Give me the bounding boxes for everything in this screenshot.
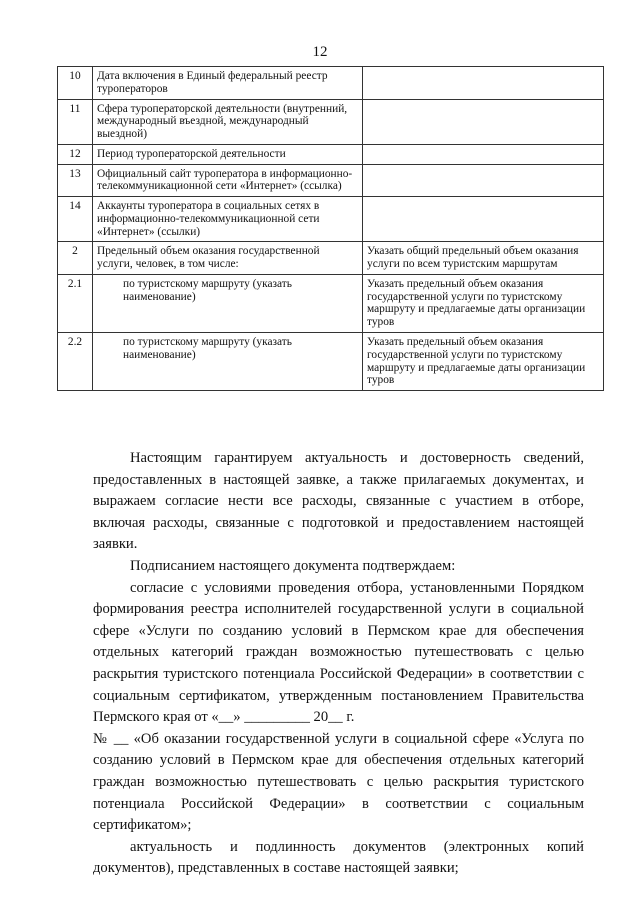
row-value (363, 197, 604, 242)
row-value (363, 99, 604, 144)
row-value (363, 67, 604, 100)
table-row (58, 197, 604, 242)
row-description: Аккаунты туроператора в социальных сетях в информационно-телекоммуникационной сети «Интернет» (ссылки) (93, 197, 363, 242)
row-description: Сфера туроператорской деятельности (внутренний, международный въездной, международный выездной) (93, 99, 363, 144)
row-number: 2 (58, 242, 93, 275)
table-row (58, 67, 604, 100)
row-number: 10 (58, 67, 93, 100)
row-value (363, 144, 604, 164)
row-number: 11 (58, 99, 93, 144)
row-number: 2.1 (58, 274, 93, 332)
row-number: 12 (58, 144, 93, 164)
row-value (363, 164, 604, 197)
row-description: Официальный сайт туроператора в информационно-телекоммуникационной сети «Интернет» (ссылка) (93, 164, 363, 197)
row-description: Период туроператорской деятельности (93, 144, 363, 164)
row-description: по туристскому маршруту (указать наименование) (93, 333, 363, 391)
row-number: 14 (58, 197, 93, 242)
table-row (58, 164, 604, 197)
row-value: Указать предельный объем оказания государственной услуги по туристскому маршруту и предлагаемые даты организации туров (363, 333, 604, 391)
row-value: Указать общий предельный объем оказания услуги по всем туристским маршрутам (363, 242, 604, 275)
row-description: Дата включения в Единый федеральный реестр туроператоров (93, 67, 363, 100)
paragraph: Настоящим гарантируем актуальность и достоверность сведений, предоставленных в настоящей заявке, а также прилагаемых документах, и выражаем согласие нести все расходы, связанные с участием в отборе, включая расходы, связанные с подготовкой и предоставлением настоящей заявки. (93, 450, 584, 553)
table-row (58, 242, 604, 275)
paragraph: № __ «Об оказании государственной услуги в социальной сфере «Услуга по созданию условий в Пермском крае для обеспечения отдельных категорий граждан возможностью путешествовать с целью раскрытия туристского потенциала Российской Федерации» в соответствии с социальным сертификатом»; (93, 730, 584, 834)
row-value: Указать предельный объем оказания государственной услуги по туристскому маршруту и предлагаемые даты организации туров (363, 274, 604, 332)
table-row (58, 333, 604, 391)
table-row (58, 144, 604, 164)
row-number: 2.2 (58, 333, 93, 391)
table-row (58, 274, 604, 332)
paragraph: актуальность и подлинность документов (электронных копий документов), представленных в составе настоящей заявки; (93, 838, 584, 877)
paragraph: согласие с условиями проведения отбора, установленными Порядком формирования реестра исполнителей государственной услуги в социальной сфере «Услуги по созданию условий в Пермском крае для обеспечения отдельных категорий граждан возможностью путешествовать с целью раскрытия туристского потенциала Российской Федерации» в соответствии с социальным сертификатом, утвержденным постановлением Правительства Пермского края от «__» _________ 20__ г. (93, 579, 584, 726)
row-description: по туристскому маршруту (указать наименование) (93, 274, 363, 332)
application-table (57, 66, 604, 391)
page-number: 12 (312, 44, 328, 60)
body-text (93, 448, 584, 880)
table-row (58, 99, 604, 144)
row-description: Предельный объем оказания государственной услуги, человек, в том числе: (93, 242, 363, 275)
paragraph: Подписанием настоящего документа подтверждаем: (130, 557, 456, 574)
row-number: 13 (58, 164, 93, 197)
